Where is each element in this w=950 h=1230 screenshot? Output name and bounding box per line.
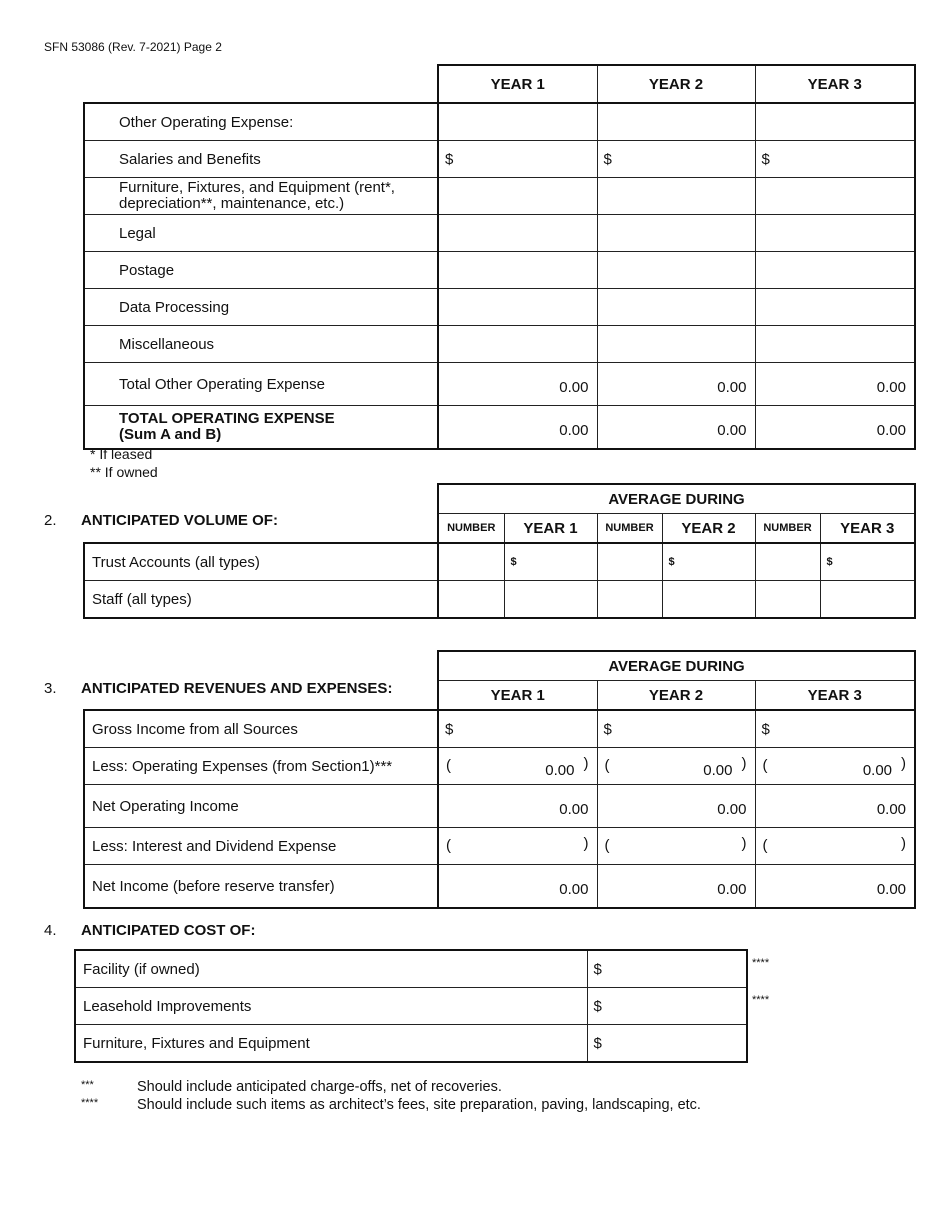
year2-input[interactable]: [597, 103, 755, 141]
label-line-2: depreciation**, maintenance, etc.): [119, 195, 345, 212]
row-label: Less: Interest and Dividend Expense: [84, 828, 438, 865]
table-row: [84, 103, 915, 141]
year1-input[interactable]: $: [438, 141, 597, 178]
col-number-1: NUMBER: [438, 514, 504, 544]
row-label: [84, 178, 438, 215]
section-title: ANTICIPATED COST OF:: [81, 922, 256, 939]
year3-input[interactable]: [755, 326, 915, 363]
footnote-owned: ** If owned: [90, 464, 158, 480]
paren-close: ): [583, 835, 589, 852]
col-year-1: YEAR 1: [438, 65, 597, 103]
row-label: [84, 406, 438, 450]
year1-input[interactable]: [438, 326, 597, 363]
value: 0.00: [703, 762, 733, 779]
year3-value: 0.00: [755, 406, 915, 450]
number1-input[interactable]: [438, 581, 504, 619]
row-label: Gross Income from all Sources: [84, 710, 438, 748]
number2-input[interactable]: [597, 543, 662, 581]
row-label: Total Other Operating Expense: [84, 363, 438, 406]
row-label: Facility (if owned): [75, 950, 587, 988]
note-mark: ****: [752, 994, 770, 1006]
row-label: Less: Operating Expenses (from Section1)***: [84, 748, 438, 785]
paren-open: (: [604, 757, 610, 774]
row-label: Postage: [84, 252, 438, 289]
year2-input[interactable]: [597, 828, 755, 865]
section-title: ANTICIPATED VOLUME OF:: [81, 512, 278, 529]
paren-open: (: [762, 757, 768, 774]
footnote-mark: ***: [81, 1079, 94, 1091]
paren-open: (: [762, 837, 768, 854]
year1-input[interactable]: $: [438, 710, 597, 748]
year2-input[interactable]: [597, 178, 755, 215]
furniture-cost-input[interactable]: $: [587, 1025, 747, 1063]
year1-value: 0.00: [438, 865, 597, 909]
leasehold-cost-input[interactable]: $: [587, 988, 747, 1025]
paren-open: (: [446, 757, 451, 774]
table-row: [84, 363, 915, 406]
value: 0.00: [862, 762, 893, 779]
table-row: [84, 785, 915, 828]
year1-input[interactable]: [438, 103, 597, 141]
year2-input[interactable]: [597, 326, 755, 363]
page-header: SFN 53086 (Rev. 7-2021) Page 2: [44, 40, 222, 54]
table-row: [84, 710, 915, 748]
anticipated-cost-table: [74, 949, 748, 1063]
paren-close: ): [901, 755, 907, 772]
row-label: Legal: [84, 215, 438, 252]
year2-value: 0.00: [597, 865, 755, 909]
number1-input[interactable]: [438, 543, 504, 581]
label-line-1: TOTAL OPERATING EXPENSE: [119, 410, 335, 427]
year3-input[interactable]: [755, 215, 915, 252]
year2-input[interactable]: [597, 252, 755, 289]
year1-input[interactable]: [504, 581, 597, 619]
year3-input[interactable]: $: [755, 141, 915, 178]
year1-input[interactable]: [438, 828, 597, 865]
year3-value: 0.00: [755, 785, 915, 828]
header-row: [84, 681, 915, 711]
row-label: Net Income (before reserve transfer): [84, 865, 438, 909]
section-number: 3.: [44, 680, 57, 697]
col-year-2: YEAR 2: [597, 681, 755, 711]
row-label: Staff (all types): [84, 581, 438, 619]
year3-input[interactable]: $: [820, 543, 915, 581]
year3-value: 0.00: [755, 363, 915, 406]
table-row: [84, 865, 915, 909]
group-header-row: [84, 651, 915, 681]
col-year-1: YEAR 1: [438, 681, 597, 711]
year3-input[interactable]: [755, 252, 915, 289]
table-row: [84, 252, 915, 289]
year2-input[interactable]: $: [662, 543, 755, 581]
row-label: Salaries and Benefits: [84, 141, 438, 178]
row-label: Leasehold Improvements: [75, 988, 587, 1025]
table-row: [84, 406, 915, 450]
paren-close: ): [901, 835, 907, 852]
year2-input[interactable]: [597, 289, 755, 326]
operating-expense-table: [83, 64, 916, 450]
year2-value: [597, 748, 755, 785]
year3-input[interactable]: [755, 178, 915, 215]
row-label: Furniture, Fixtures and Equipment: [75, 1025, 587, 1063]
table-row: [84, 141, 915, 178]
number2-input[interactable]: [597, 581, 662, 619]
year1-input[interactable]: [438, 252, 597, 289]
year2-value: 0.00: [597, 406, 755, 450]
paren-open: (: [446, 837, 451, 854]
year3-value: [755, 748, 915, 785]
col-number-3: NUMBER: [755, 514, 820, 544]
table-row: [84, 748, 915, 785]
col-year-3: YEAR 3: [820, 514, 915, 544]
year2-input[interactable]: $: [597, 710, 755, 748]
table-row: [84, 581, 915, 619]
year3-value: 0.00: [755, 865, 915, 909]
number3-input[interactable]: [755, 543, 820, 581]
year3-input[interactable]: [820, 581, 915, 619]
table-row: [84, 543, 915, 581]
col-year-2: YEAR 2: [662, 514, 755, 544]
year1-value: 0.00: [438, 785, 597, 828]
year1-input[interactable]: $: [504, 543, 597, 581]
row-label: Other Operating Expense:: [84, 103, 438, 141]
year1-input[interactable]: [438, 215, 597, 252]
label-line-1: Furniture, Fixtures, and Equipment (rent*,: [119, 179, 395, 196]
average-during-header: AVERAGE DURING: [438, 651, 915, 681]
table-row: [84, 828, 915, 865]
revenues-expenses-table: [83, 650, 916, 909]
header-row: [84, 514, 915, 544]
header-row: [84, 65, 915, 103]
year1-value: 0.00: [438, 406, 597, 450]
section-number: 2.: [44, 512, 57, 529]
year2-input[interactable]: $: [597, 141, 755, 178]
table-row: [84, 178, 915, 215]
footnote-leased: * If leased: [90, 446, 153, 462]
group-header-row: [84, 484, 915, 514]
year2-input[interactable]: [662, 581, 755, 619]
paren-close: ): [741, 835, 747, 852]
col-year-1: YEAR 1: [504, 514, 597, 544]
year2-value: 0.00: [597, 785, 755, 828]
year2-input[interactable]: [597, 215, 755, 252]
col-year-3: YEAR 3: [755, 65, 915, 103]
year3-input[interactable]: $: [755, 710, 915, 748]
table-row: [75, 1025, 747, 1063]
section-number: 4.: [44, 922, 57, 939]
label-line-2: (Sum A and B): [119, 426, 222, 443]
paren-close: ): [583, 755, 589, 772]
table-row: [84, 326, 915, 363]
paren-close: ): [741, 755, 747, 772]
note-mark: ****: [752, 957, 770, 969]
row-label: Miscellaneous: [84, 326, 438, 363]
anticipated-volume-table: [83, 483, 916, 619]
year1-input[interactable]: [438, 289, 597, 326]
table-row: [75, 988, 747, 1025]
footnote-mark: ****: [81, 1097, 99, 1109]
row-label: Trust Accounts (all types): [84, 543, 438, 581]
value: 0.00: [545, 762, 575, 779]
col-year-3: YEAR 3: [755, 681, 915, 711]
row-label: Net Operating Income: [84, 785, 438, 828]
row-label: Data Processing: [84, 289, 438, 326]
footnote-text: Should include such items as architect’s fees, site preparation, paving, landscaping, etc.: [137, 1097, 701, 1113]
year1-value: [438, 748, 597, 785]
year2-value: 0.00: [597, 363, 755, 406]
year3-input[interactable]: [755, 828, 915, 865]
year3-input[interactable]: [755, 103, 915, 141]
year1-value: 0.00: [438, 363, 597, 406]
col-year-2: YEAR 2: [597, 65, 755, 103]
col-number-2: NUMBER: [597, 514, 662, 544]
average-during-header: AVERAGE DURING: [438, 484, 915, 514]
table-row: [84, 289, 915, 326]
number3-input[interactable]: [755, 581, 820, 619]
paren-open: (: [604, 837, 610, 854]
section-title: ANTICIPATED REVENUES AND EXPENSES:: [81, 680, 393, 697]
year1-input[interactable]: [438, 178, 597, 215]
table-row: [84, 215, 915, 252]
table-row: [75, 950, 747, 988]
footnote-text: Should include anticipated charge-offs, net of recoveries.: [137, 1079, 502, 1095]
year3-input[interactable]: [755, 289, 915, 326]
facility-cost-input[interactable]: $: [587, 950, 747, 988]
